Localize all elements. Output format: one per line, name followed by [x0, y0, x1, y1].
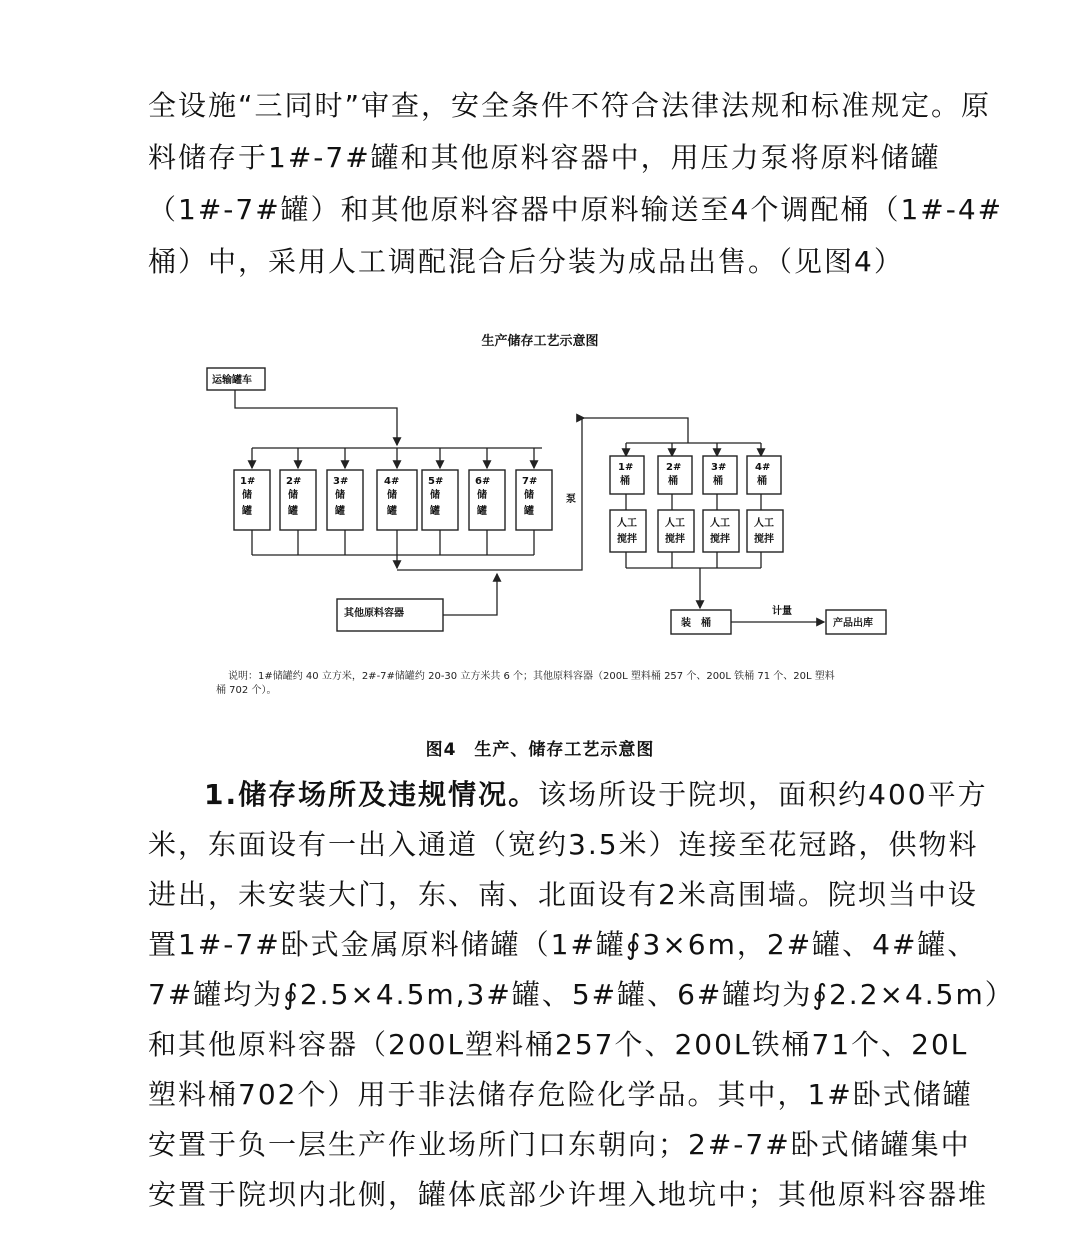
text-line: 和其他原料容器（200L塑料桶257个、200L铁桶71个、20L — [148, 1028, 969, 1061]
text-line: 料储存于1#-7#罐和其他原料容器中，用压力泵将原料储罐 — [148, 141, 941, 174]
text-line: 塑料桶702个）用于非法储存危险化学品。其中，1#卧式储罐 — [148, 1078, 973, 1111]
mix-box — [747, 510, 783, 552]
mix-label: 搅拌 — [754, 534, 774, 545]
section-heading: 1.储存场所及违规情况。 — [204, 778, 539, 811]
text-line — [148, 770, 988, 820]
tanker-label: 运输罐车 — [212, 375, 252, 386]
tank-label: 储 — [477, 490, 487, 501]
bucket-num: 2# — [666, 462, 682, 473]
mix-box — [610, 510, 646, 552]
tank-num: 4# — [384, 476, 400, 487]
text-span: 该场所设于院坝，面积约400平方 — [538, 778, 988, 811]
other-containers-label: 其他原料容器 — [344, 608, 404, 619]
text-line: 全设施“三同时”审查，安全条件不符合法律法规和标准规定。原 — [148, 89, 992, 122]
tank-label: 罐 — [335, 506, 345, 517]
diagram-title: 生产储存工艺示意图 — [481, 334, 599, 349]
storage-paragraph — [148, 770, 1015, 1220]
process-flow-diagram — [190, 318, 900, 708]
tank-label: 罐 — [524, 506, 534, 517]
mix-label: 人工 — [754, 518, 774, 529]
intro-paragraph — [148, 80, 1004, 288]
text-line: 米，东面设有一出入通道（宽约3.5米）连接至花冠路，供物料 — [148, 828, 979, 861]
tank-num: 6# — [475, 476, 491, 487]
mix-label: 人工 — [617, 518, 637, 529]
tank-label: 罐 — [430, 506, 440, 517]
mix-label: 搅拌 — [617, 534, 637, 545]
diagram-note: 桶 702 个）。 — [216, 685, 277, 696]
tank-num: 7# — [522, 476, 538, 487]
text-line: 7#罐均为∮2.5×4.5m,3#罐、5#罐、6#罐均为∮2.2×4.5m） — [148, 978, 1015, 1011]
mix-box — [703, 510, 739, 552]
tank-label: 罐 — [387, 506, 397, 517]
tank-label: 罐 — [288, 506, 298, 517]
text-line: （1#-7#罐）和其他原料容器中原料输送至4个调配桶（1#-4# — [148, 193, 1004, 226]
tank-label: 罐 — [242, 506, 252, 517]
filling-label: 装 桶 — [681, 618, 711, 629]
mix-label: 人工 — [665, 518, 685, 529]
text-line: 桶）中，采用人工调配混合后分装为成品出售。（见图4） — [148, 245, 904, 278]
tank-label: 储 — [288, 490, 298, 501]
tank-num: 3# — [333, 476, 349, 487]
tank-label: 储 — [430, 490, 440, 501]
tank-label: 储 — [242, 490, 252, 501]
output-label: 产品出库 — [833, 618, 873, 629]
mix-label: 人工 — [710, 518, 730, 529]
bucket-label: 桶 — [668, 476, 678, 487]
bucket-label: 桶 — [713, 476, 723, 487]
diagram-note: 说明：1#储罐约 40 立方米，2#-7#储罐约 20-30 立方米共 6 个；其他原料容器（200L 塑料桶 257 个、200L 铁桶 71 个、20L 塑料 — [228, 671, 835, 682]
pump-label: 泵 — [566, 494, 576, 505]
tank-num: 5# — [428, 476, 444, 487]
tank-label: 罐 — [477, 506, 487, 517]
text-line: 安置于负一层生产作业场所门口东朝向；2#-7#卧式储罐集中 — [148, 1128, 971, 1161]
text-line: 置1#-7#卧式金属原料储罐（1#罐∮3×6m，2#罐、4#罐、 — [148, 928, 978, 961]
mix-label: 搅拌 — [710, 534, 730, 545]
tank-num: 2# — [286, 476, 302, 487]
bucket-num: 4# — [755, 462, 771, 473]
tank-num: 1# — [240, 476, 256, 487]
text-line: 安置于院坝内北侧，罐体底部少许埋入地坑中；其他原料容器堆 — [148, 1178, 989, 1211]
bucket-label: 桶 — [620, 476, 630, 487]
mix-box — [658, 510, 694, 552]
tank-group — [234, 448, 552, 530]
bucket-label: 桶 — [757, 476, 767, 487]
figure-caption: 图4 生产、储存工艺示意图 — [425, 740, 655, 760]
bucket-num: 1# — [618, 462, 634, 473]
mix-label: 搅拌 — [665, 534, 685, 545]
tank-label: 储 — [335, 490, 345, 501]
bucket-num: 3# — [711, 462, 727, 473]
text-line: 进出，未安装大门，东、南、北面设有2米高围墙。院坝当中设 — [148, 878, 978, 911]
tank-label: 储 — [524, 490, 534, 501]
tank-label: 储 — [387, 490, 397, 501]
measure-label: 计量 — [772, 606, 792, 617]
